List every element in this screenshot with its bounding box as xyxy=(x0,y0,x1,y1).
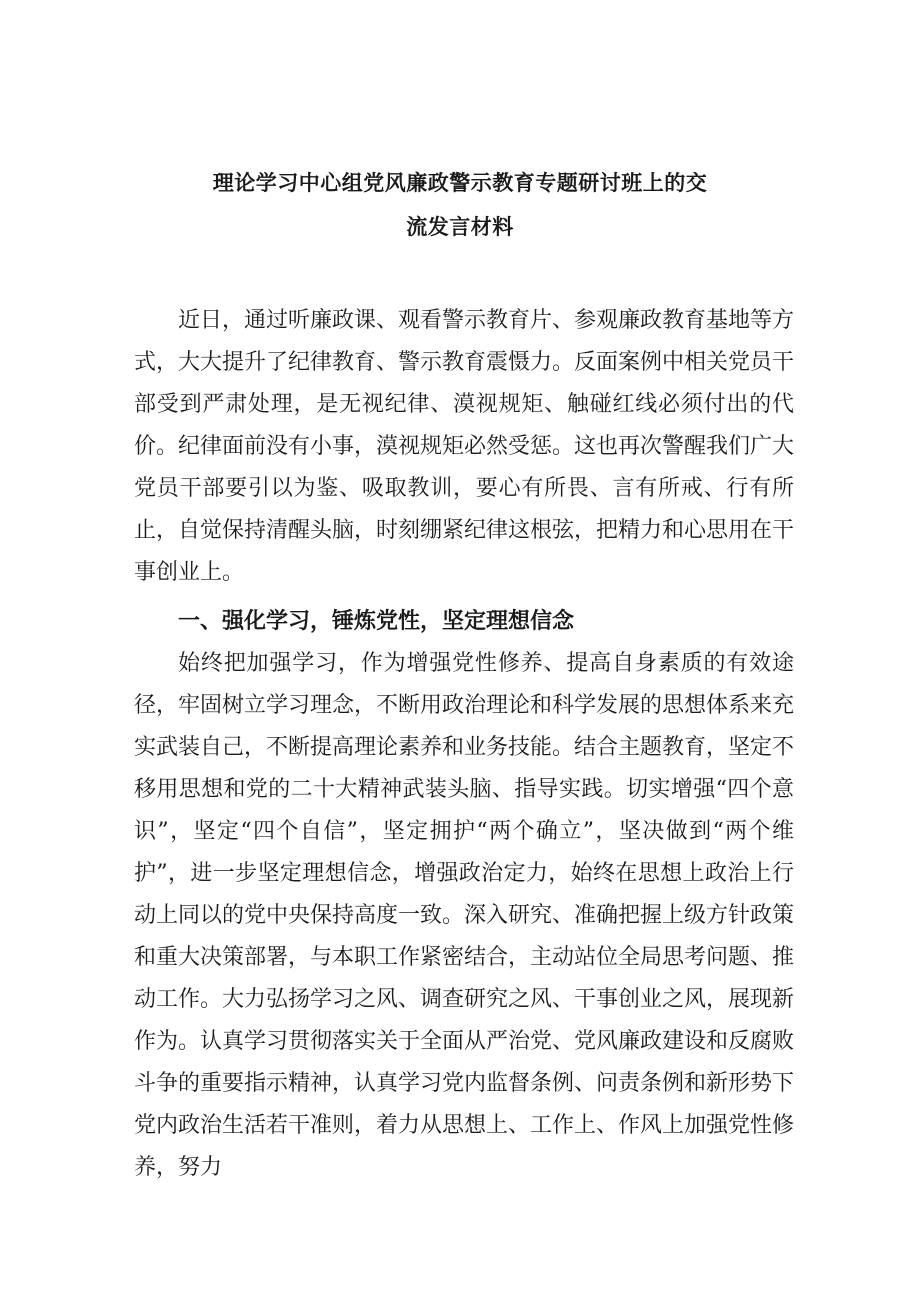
document-title-line-2: 流发言材料 xyxy=(406,214,514,239)
paragraph-introduction: 近日，通过听廉政课、观看警示教育片、参观廉政教育基地等方式，大大提升了纪律教育、警示教育震慑力。反面案例中相关党员干部受到严肃处理，是无视纪律、漠视规矩、触碰红线必须付出的代价。纪律面前没有小事，漠视规矩必然受惩。这也再次警醒我们广大党员干部要引以为鉴、吸取教训，要心有所畏、言有所戒、行有所止，自觉保持清醒头脑，时刻绷紧纪律这根弦，把精力和心思用在干事创业上。 xyxy=(134,308,795,585)
document-title-line-1: 理论学习中心组党风廉政警示教育专题研讨班上的交 xyxy=(212,170,708,195)
section-heading-1: 一、强化学习，锤炼党性，坚定理想信念 xyxy=(178,608,575,634)
paragraph-section-1: 始终把加强学习，作为增强党性修养、提高自身素质的有效途径，牢固树立学习理念，不断用政治理论和科学发展的思想体系来充实武装自己，不断提高理论素养和业务技能。结合主题教育，坚定不移用思想和党的二十大精神武装头脑、指导实践。切实增强“四个意识”，坚定“四个自信”，坚定拥护“两个确立”，坚决做到“两个维护”，进一步坚定理想信念，增强政治定力，始终在思想上政治上行动上同以的党中央保持高度一致。深入研究、准确把握上级方针政策和重大决策部署，与本职工作紧密结合，主动站位全局思考问题、推动工作。大力弘扬学习之风、调查研究之风、干事创业之风，展现新作为。认真学习贯彻落实关于全面从严治党、党风廉政建设和反腐败斗争的重要指示精神，认真学习党内监督条例、问责条例和新形势下党内政治生活若干准则，着力从思想上、工作上、作风上加强党性修养，努力 xyxy=(134,651,795,1180)
